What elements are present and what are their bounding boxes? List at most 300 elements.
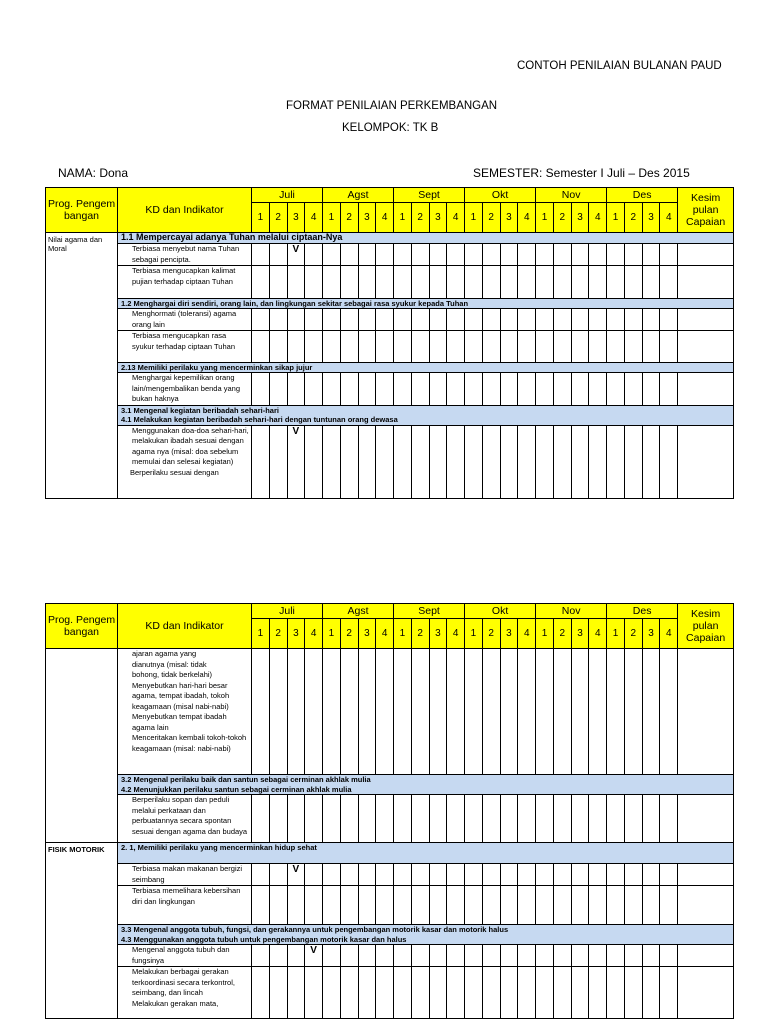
score-cell[interactable] <box>624 886 642 925</box>
score-cell[interactable] <box>518 967 536 1019</box>
score-cell[interactable] <box>394 425 412 498</box>
score-cell[interactable] <box>429 309 447 331</box>
score-cell[interactable] <box>269 945 287 967</box>
score-cell[interactable] <box>269 309 287 331</box>
score-cell[interactable] <box>358 331 376 363</box>
score-cell[interactable] <box>269 425 287 498</box>
score-cell[interactable] <box>411 373 429 406</box>
kesimpulan-cell[interactable] <box>678 795 734 843</box>
score-cell[interactable] <box>340 244 358 266</box>
score-cell[interactable] <box>269 244 287 266</box>
score-cell[interactable] <box>553 425 571 498</box>
score-cell[interactable] <box>411 795 429 843</box>
score-cell[interactable] <box>589 266 607 299</box>
score-cell[interactable] <box>660 309 678 331</box>
score-cell[interactable] <box>642 886 660 925</box>
score-cell[interactable] <box>624 266 642 299</box>
check-mark[interactable]: V <box>287 244 305 266</box>
score-cell[interactable] <box>252 886 270 925</box>
score-cell[interactable] <box>358 795 376 843</box>
score-cell[interactable] <box>358 945 376 967</box>
score-cell[interactable] <box>553 649 571 775</box>
score-cell[interactable] <box>252 945 270 967</box>
score-cell[interactable] <box>394 967 412 1019</box>
score-cell[interactable] <box>287 886 305 925</box>
score-cell[interactable] <box>642 649 660 775</box>
score-cell[interactable] <box>624 244 642 266</box>
score-cell[interactable] <box>482 649 500 775</box>
score-cell[interactable] <box>269 373 287 406</box>
score-cell[interactable] <box>465 864 483 886</box>
score-cell[interactable] <box>536 795 554 843</box>
score-cell[interactable] <box>305 373 323 406</box>
score-cell[interactable] <box>536 649 554 775</box>
score-cell[interactable] <box>465 649 483 775</box>
score-cell[interactable] <box>252 967 270 1019</box>
score-cell[interactable] <box>589 373 607 406</box>
score-cell[interactable] <box>376 945 394 967</box>
score-cell[interactable] <box>305 331 323 363</box>
score-cell[interactable] <box>553 864 571 886</box>
score-cell[interactable] <box>340 945 358 967</box>
score-cell[interactable] <box>607 945 625 967</box>
score-cell[interactable] <box>607 425 625 498</box>
score-cell[interactable] <box>358 649 376 775</box>
score-cell[interactable] <box>660 244 678 266</box>
score-cell[interactable] <box>518 425 536 498</box>
score-cell[interactable] <box>571 945 589 967</box>
score-cell[interactable] <box>571 864 589 886</box>
score-cell[interactable] <box>411 266 429 299</box>
score-cell[interactable] <box>660 331 678 363</box>
score-cell[interactable] <box>624 425 642 498</box>
score-cell[interactable] <box>589 886 607 925</box>
score-cell[interactable] <box>482 266 500 299</box>
score-cell[interactable] <box>553 244 571 266</box>
score-cell[interactable] <box>305 425 323 498</box>
score-cell[interactable] <box>394 373 412 406</box>
score-cell[interactable] <box>252 864 270 886</box>
score-cell[interactable] <box>429 244 447 266</box>
score-cell[interactable] <box>607 795 625 843</box>
score-cell[interactable] <box>607 266 625 299</box>
score-cell[interactable] <box>553 886 571 925</box>
score-cell[interactable] <box>518 864 536 886</box>
score-cell[interactable] <box>518 795 536 843</box>
score-cell[interactable] <box>482 967 500 1019</box>
score-cell[interactable] <box>642 373 660 406</box>
score-cell[interactable] <box>642 945 660 967</box>
score-cell[interactable] <box>589 945 607 967</box>
score-cell[interactable] <box>394 864 412 886</box>
score-cell[interactable] <box>553 945 571 967</box>
score-cell[interactable] <box>571 309 589 331</box>
kesimpulan-cell[interactable] <box>678 373 734 406</box>
score-cell[interactable] <box>447 945 465 967</box>
score-cell[interactable] <box>340 266 358 299</box>
score-cell[interactable] <box>394 266 412 299</box>
score-cell[interactable] <box>447 795 465 843</box>
score-cell[interactable] <box>500 309 518 331</box>
kesimpulan-cell[interactable] <box>678 967 734 1019</box>
score-cell[interactable] <box>323 945 341 967</box>
score-cell[interactable] <box>287 649 305 775</box>
score-cell[interactable] <box>589 309 607 331</box>
score-cell[interactable] <box>607 864 625 886</box>
score-cell[interactable] <box>269 795 287 843</box>
score-cell[interactable] <box>411 309 429 331</box>
score-cell[interactable] <box>660 425 678 498</box>
score-cell[interactable] <box>536 425 554 498</box>
score-cell[interactable] <box>482 795 500 843</box>
score-cell[interactable] <box>660 795 678 843</box>
score-cell[interactable] <box>287 945 305 967</box>
score-cell[interactable] <box>536 309 554 331</box>
score-cell[interactable] <box>376 331 394 363</box>
score-cell[interactable] <box>624 795 642 843</box>
score-cell[interactable] <box>376 795 394 843</box>
score-cell[interactable] <box>465 425 483 498</box>
score-cell[interactable] <box>305 309 323 331</box>
score-cell[interactable] <box>411 425 429 498</box>
score-cell[interactable] <box>252 795 270 843</box>
score-cell[interactable] <box>376 244 394 266</box>
score-cell[interactable] <box>624 373 642 406</box>
score-cell[interactable] <box>358 373 376 406</box>
score-cell[interactable] <box>252 331 270 363</box>
kesimpulan-cell[interactable] <box>678 331 734 363</box>
score-cell[interactable] <box>340 373 358 406</box>
score-cell[interactable] <box>589 795 607 843</box>
score-cell[interactable] <box>447 331 465 363</box>
score-cell[interactable] <box>660 649 678 775</box>
score-cell[interactable] <box>252 266 270 299</box>
score-cell[interactable] <box>500 967 518 1019</box>
score-cell[interactable] <box>323 795 341 843</box>
score-cell[interactable] <box>536 864 554 886</box>
score-cell[interactable] <box>536 945 554 967</box>
score-cell[interactable] <box>447 373 465 406</box>
score-cell[interactable] <box>447 864 465 886</box>
score-cell[interactable] <box>447 967 465 1019</box>
score-cell[interactable] <box>660 864 678 886</box>
score-cell[interactable] <box>465 373 483 406</box>
score-cell[interactable] <box>323 266 341 299</box>
score-cell[interactable] <box>536 331 554 363</box>
kesimpulan-cell[interactable] <box>678 649 734 775</box>
score-cell[interactable] <box>358 425 376 498</box>
score-cell[interactable] <box>607 373 625 406</box>
score-cell[interactable] <box>465 795 483 843</box>
score-cell[interactable] <box>340 425 358 498</box>
score-cell[interactable] <box>518 886 536 925</box>
score-cell[interactable] <box>447 886 465 925</box>
kesimpulan-cell[interactable] <box>678 244 734 266</box>
score-cell[interactable] <box>589 864 607 886</box>
score-cell[interactable] <box>411 886 429 925</box>
score-cell[interactable] <box>394 244 412 266</box>
score-cell[interactable] <box>642 864 660 886</box>
score-cell[interactable] <box>500 373 518 406</box>
score-cell[interactable] <box>624 864 642 886</box>
score-cell[interactable] <box>482 244 500 266</box>
score-cell[interactable] <box>571 373 589 406</box>
score-cell[interactable] <box>429 266 447 299</box>
score-cell[interactable] <box>340 331 358 363</box>
score-cell[interactable] <box>660 373 678 406</box>
score-cell[interactable] <box>376 886 394 925</box>
score-cell[interactable] <box>660 967 678 1019</box>
score-cell[interactable] <box>252 309 270 331</box>
score-cell[interactable] <box>376 864 394 886</box>
score-cell[interactable] <box>287 795 305 843</box>
score-cell[interactable] <box>340 864 358 886</box>
score-cell[interactable] <box>660 266 678 299</box>
score-cell[interactable] <box>553 373 571 406</box>
score-cell[interactable] <box>358 244 376 266</box>
score-cell[interactable] <box>642 266 660 299</box>
score-cell[interactable] <box>305 967 323 1019</box>
score-cell[interactable] <box>642 795 660 843</box>
score-cell[interactable] <box>607 886 625 925</box>
score-cell[interactable] <box>411 864 429 886</box>
score-cell[interactable] <box>589 649 607 775</box>
score-cell[interactable] <box>411 649 429 775</box>
score-cell[interactable] <box>660 886 678 925</box>
score-cell[interactable] <box>465 244 483 266</box>
kesimpulan-cell[interactable] <box>678 945 734 967</box>
score-cell[interactable] <box>571 425 589 498</box>
score-cell[interactable] <box>323 425 341 498</box>
score-cell[interactable] <box>482 373 500 406</box>
score-cell[interactable] <box>394 945 412 967</box>
score-cell[interactable] <box>429 649 447 775</box>
score-cell[interactable] <box>287 373 305 406</box>
score-cell[interactable] <box>518 373 536 406</box>
score-cell[interactable] <box>394 331 412 363</box>
score-cell[interactable] <box>607 331 625 363</box>
score-cell[interactable] <box>624 967 642 1019</box>
score-cell[interactable] <box>571 331 589 363</box>
score-cell[interactable] <box>482 309 500 331</box>
score-cell[interactable] <box>500 331 518 363</box>
score-cell[interactable] <box>500 649 518 775</box>
score-cell[interactable] <box>340 967 358 1019</box>
score-cell[interactable] <box>429 425 447 498</box>
score-cell[interactable] <box>624 649 642 775</box>
score-cell[interactable] <box>482 331 500 363</box>
score-cell[interactable] <box>358 864 376 886</box>
score-cell[interactable] <box>394 886 412 925</box>
score-cell[interactable] <box>571 967 589 1019</box>
score-cell[interactable] <box>429 967 447 1019</box>
score-cell[interactable] <box>589 967 607 1019</box>
score-cell[interactable] <box>536 886 554 925</box>
score-cell[interactable] <box>340 309 358 331</box>
score-cell[interactable] <box>376 266 394 299</box>
score-cell[interactable] <box>518 649 536 775</box>
score-cell[interactable] <box>500 886 518 925</box>
score-cell[interactable] <box>376 967 394 1019</box>
check-mark[interactable]: V <box>305 945 323 967</box>
score-cell[interactable] <box>305 649 323 775</box>
score-cell[interactable] <box>571 266 589 299</box>
score-cell[interactable] <box>500 864 518 886</box>
score-cell[interactable] <box>376 425 394 498</box>
kesimpulan-cell[interactable] <box>678 864 734 886</box>
score-cell[interactable] <box>429 864 447 886</box>
score-cell[interactable] <box>607 649 625 775</box>
score-cell[interactable] <box>465 266 483 299</box>
score-cell[interactable] <box>252 425 270 498</box>
score-cell[interactable] <box>500 244 518 266</box>
score-cell[interactable] <box>323 373 341 406</box>
score-cell[interactable] <box>482 945 500 967</box>
score-cell[interactable] <box>465 309 483 331</box>
score-cell[interactable] <box>518 945 536 967</box>
score-cell[interactable] <box>642 244 660 266</box>
kesimpulan-cell[interactable] <box>678 266 734 299</box>
score-cell[interactable] <box>323 649 341 775</box>
score-cell[interactable] <box>607 244 625 266</box>
check-mark[interactable]: V <box>287 425 305 498</box>
score-cell[interactable] <box>642 309 660 331</box>
score-cell[interactable] <box>607 967 625 1019</box>
score-cell[interactable] <box>500 425 518 498</box>
score-cell[interactable] <box>465 331 483 363</box>
score-cell[interactable] <box>465 886 483 925</box>
score-cell[interactable] <box>536 244 554 266</box>
score-cell[interactable] <box>589 244 607 266</box>
score-cell[interactable] <box>553 795 571 843</box>
score-cell[interactable] <box>340 649 358 775</box>
score-cell[interactable] <box>571 886 589 925</box>
score-cell[interactable] <box>518 309 536 331</box>
score-cell[interactable] <box>660 945 678 967</box>
score-cell[interactable] <box>642 425 660 498</box>
score-cell[interactable] <box>447 266 465 299</box>
score-cell[interactable] <box>269 649 287 775</box>
kesimpulan-cell[interactable] <box>678 425 734 498</box>
score-cell[interactable] <box>252 373 270 406</box>
score-cell[interactable] <box>323 886 341 925</box>
score-cell[interactable] <box>358 309 376 331</box>
score-cell[interactable] <box>465 967 483 1019</box>
score-cell[interactable] <box>429 795 447 843</box>
score-cell[interactable] <box>411 967 429 1019</box>
kesimpulan-cell[interactable] <box>678 309 734 331</box>
score-cell[interactable] <box>358 886 376 925</box>
score-cell[interactable] <box>411 331 429 363</box>
score-cell[interactable] <box>269 967 287 1019</box>
score-cell[interactable] <box>305 864 323 886</box>
score-cell[interactable] <box>536 373 554 406</box>
score-cell[interactable] <box>323 967 341 1019</box>
score-cell[interactable] <box>358 967 376 1019</box>
score-cell[interactable] <box>482 886 500 925</box>
check-mark[interactable]: V <box>287 864 305 886</box>
score-cell[interactable] <box>376 649 394 775</box>
score-cell[interactable] <box>287 266 305 299</box>
score-cell[interactable] <box>376 373 394 406</box>
score-cell[interactable] <box>500 266 518 299</box>
score-cell[interactable] <box>287 967 305 1019</box>
score-cell[interactable] <box>642 331 660 363</box>
score-cell[interactable] <box>500 945 518 967</box>
score-cell[interactable] <box>323 331 341 363</box>
score-cell[interactable] <box>269 331 287 363</box>
score-cell[interactable] <box>518 244 536 266</box>
score-cell[interactable] <box>269 864 287 886</box>
score-cell[interactable] <box>394 795 412 843</box>
score-cell[interactable] <box>536 967 554 1019</box>
score-cell[interactable] <box>465 945 483 967</box>
score-cell[interactable] <box>394 649 412 775</box>
score-cell[interactable] <box>394 309 412 331</box>
score-cell[interactable] <box>411 945 429 967</box>
score-cell[interactable] <box>553 967 571 1019</box>
score-cell[interactable] <box>323 309 341 331</box>
score-cell[interactable] <box>447 309 465 331</box>
score-cell[interactable] <box>571 649 589 775</box>
score-cell[interactable] <box>536 266 554 299</box>
score-cell[interactable] <box>340 795 358 843</box>
score-cell[interactable] <box>305 244 323 266</box>
score-cell[interactable] <box>429 945 447 967</box>
score-cell[interactable] <box>305 266 323 299</box>
score-cell[interactable] <box>429 886 447 925</box>
score-cell[interactable] <box>482 425 500 498</box>
score-cell[interactable] <box>376 309 394 331</box>
score-cell[interactable] <box>447 244 465 266</box>
score-cell[interactable] <box>571 795 589 843</box>
score-cell[interactable] <box>252 244 270 266</box>
score-cell[interactable] <box>340 886 358 925</box>
score-cell[interactable] <box>323 864 341 886</box>
score-cell[interactable] <box>500 795 518 843</box>
score-cell[interactable] <box>553 266 571 299</box>
score-cell[interactable] <box>482 864 500 886</box>
score-cell[interactable] <box>624 331 642 363</box>
score-cell[interactable] <box>411 244 429 266</box>
score-cell[interactable] <box>447 649 465 775</box>
score-cell[interactable] <box>287 309 305 331</box>
score-cell[interactable] <box>553 331 571 363</box>
score-cell[interactable] <box>358 266 376 299</box>
score-cell[interactable] <box>553 309 571 331</box>
score-cell[interactable] <box>571 244 589 266</box>
score-cell[interactable] <box>518 331 536 363</box>
score-cell[interactable] <box>269 266 287 299</box>
score-cell[interactable] <box>305 795 323 843</box>
score-cell[interactable] <box>429 373 447 406</box>
score-cell[interactable] <box>323 244 341 266</box>
score-cell[interactable] <box>589 331 607 363</box>
score-cell[interactable] <box>642 967 660 1019</box>
score-cell[interactable] <box>624 309 642 331</box>
score-cell[interactable] <box>269 886 287 925</box>
score-cell[interactable] <box>287 331 305 363</box>
score-cell[interactable] <box>447 425 465 498</box>
score-cell[interactable] <box>589 425 607 498</box>
score-cell[interactable] <box>429 331 447 363</box>
score-cell[interactable] <box>624 945 642 967</box>
score-cell[interactable] <box>305 886 323 925</box>
score-cell[interactable] <box>252 649 270 775</box>
score-cell[interactable] <box>518 266 536 299</box>
kesimpulan-cell[interactable] <box>678 886 734 925</box>
score-cell[interactable] <box>607 309 625 331</box>
